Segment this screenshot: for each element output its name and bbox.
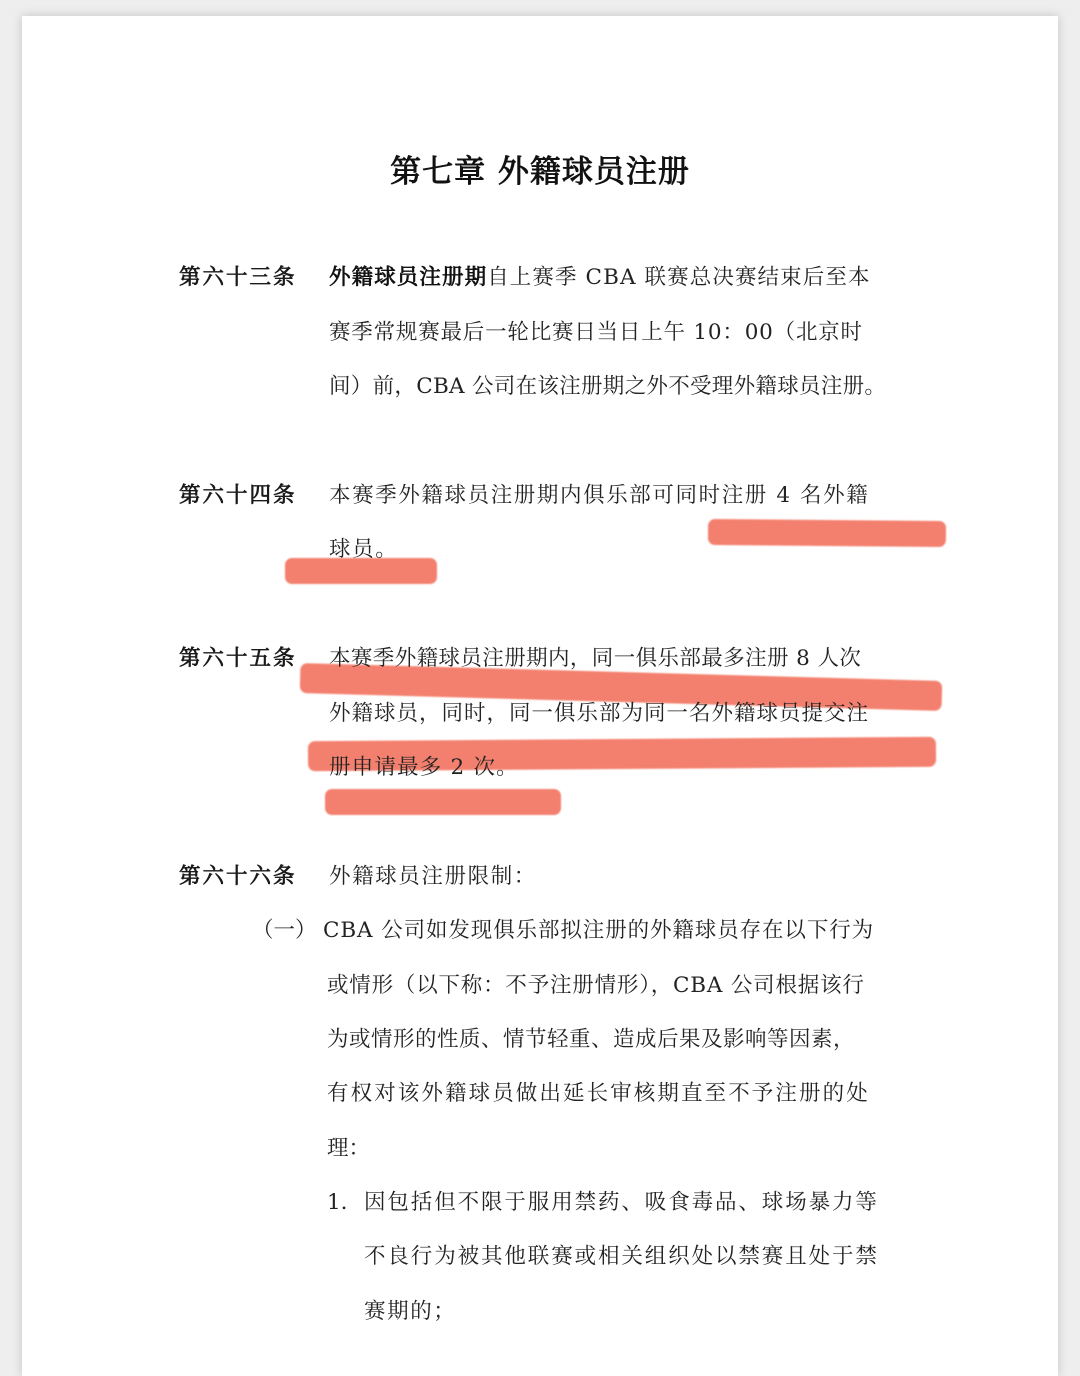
article-63-line-1-text: 自上赛季 CBA 联赛总决赛结束后至本 — [487, 265, 871, 290]
item-1-line-3: 赛期的； — [364, 1299, 457, 1324]
item-1-line-2: 不良行为被其他联赛或相关组织处以禁赛且处于禁 — [364, 1244, 879, 1269]
item-1-number: 1. — [327, 1190, 348, 1215]
clause-1-line-4: 有权对该外籍球员做出延长审核期直至不予注册的处 — [327, 1081, 870, 1106]
article-65-line-3: 册申请最多 2 次。 — [329, 755, 519, 780]
article-65-line-1: 本赛季外籍球员注册期内，同一俱乐部最多注册 8 人次 — [329, 646, 862, 671]
article-64-line-1: 本赛季外籍球员注册期内俱乐部可同时注册 4 名外籍 — [329, 483, 870, 508]
article-63-line-1 — [329, 263, 871, 293]
article-65-label: 第六十五条 — [179, 646, 297, 671]
highlight-stroke-5 — [325, 789, 561, 815]
article-63-heading: 外籍球员注册期 — [329, 265, 488, 290]
clause-1-line-3: 为或情形的性质、情节轻重、造成后果及影响等因素， — [327, 1027, 856, 1052]
article-66-line-1: 外籍球员注册限制： — [329, 864, 537, 889]
article-64-label: 第六十四条 — [179, 483, 297, 508]
article-63-label: 第六十三条 — [179, 265, 297, 290]
clause-1-line-2: 或情形（以下称：不予注册情形），CBA 公司根据该行 — [327, 973, 865, 998]
clause-1-number: （一） — [252, 918, 317, 943]
article-63-line-2: 赛季常规赛最后一轮比赛日当日上午 10：00（北京时 — [329, 320, 863, 345]
article-63-line-3: 间）前，CBA 公司在该注册期之外不受理外籍球员注册。 — [329, 374, 887, 399]
clause-1-line-1: CBA 公司如发现俱乐部拟注册的外籍球员存在以下行为 — [323, 918, 875, 943]
article-64-line-2: 球员。 — [329, 537, 399, 562]
article-65-line-2: 外籍球员，同时，同一俱乐部为同一名外籍球员提交注 — [329, 701, 870, 726]
item-1-line-1: 因包括但不限于服用禁药、吸食毒品、球场暴力等 — [364, 1190, 879, 1215]
clause-1-line-5: 理： — [327, 1136, 371, 1161]
highlight-stroke-1 — [708, 519, 946, 547]
chapter-title: 第七章 外籍球员注册 — [390, 154, 690, 190]
article-66-label: 第六十六条 — [179, 864, 297, 889]
